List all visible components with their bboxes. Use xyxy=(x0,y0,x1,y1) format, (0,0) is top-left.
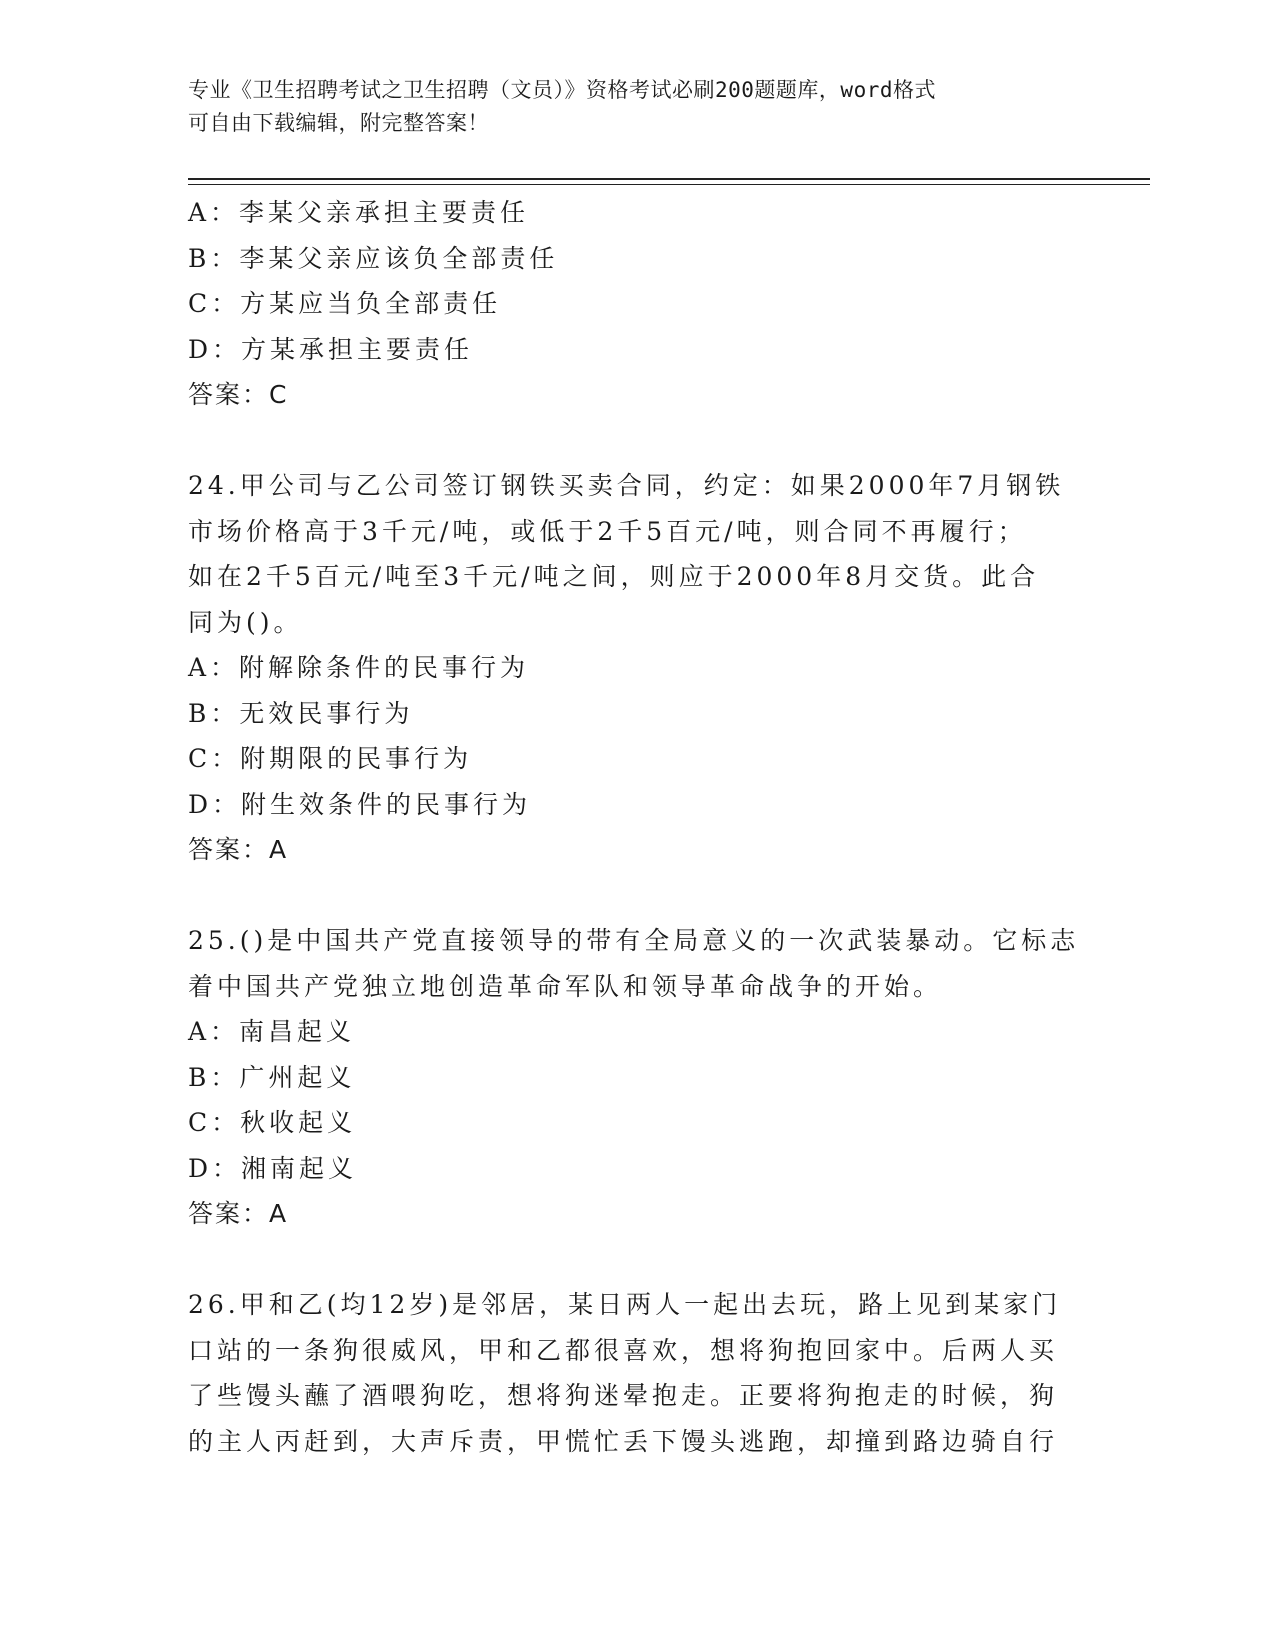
header-divider-bottom xyxy=(188,184,1150,185)
question-stem-line: 如在2千5百元/吨至3千元/吨之间，则应于2000年8月交货。此合 xyxy=(188,562,1040,591)
question-stem-line: 同为()。 xyxy=(188,607,303,637)
document-body xyxy=(188,190,1078,1464)
question-stem-line: 市场价格高于3千元/吨，或低于2千5百元/吨，则合同不再履行； xyxy=(188,516,1027,546)
option-c: C：方某应当负全部责任 xyxy=(188,289,502,318)
question-26 xyxy=(188,1282,1078,1464)
spacer xyxy=(188,1237,1078,1283)
option-b: B：无效民事行为 xyxy=(188,698,414,728)
answer-line: 答案：C xyxy=(188,380,289,409)
option-c: C：附期限的民事行为 xyxy=(188,744,473,773)
answer-line: 答案：A xyxy=(188,1199,289,1228)
document-header xyxy=(188,74,1068,140)
spacer xyxy=(188,873,1078,919)
question-stem-line: 24.甲公司与乙公司签订钢铁买卖合同，约定：如果2000年7月钢铁 xyxy=(188,471,1065,500)
header-line-2: 可自由下载编辑，附完整答案！ xyxy=(188,111,489,135)
option-a: A：南昌起义 xyxy=(188,1017,356,1046)
question-stem-line: 25.()是中国共产党直接领导的带有全局意义的一次武装暴动。它标志 xyxy=(188,926,1080,955)
option-c: C：秋收起义 xyxy=(188,1108,357,1137)
header-divider-top xyxy=(188,178,1150,180)
spacer xyxy=(188,418,1078,464)
option-a: A：附解除条件的民事行为 xyxy=(188,653,530,682)
question-stem-line: 着中国共产党独立地创造革命军队和领导革命战争的开始。 xyxy=(188,971,943,1001)
question-24 xyxy=(188,463,1078,873)
question-stem-line: 的主人丙赶到，大声斥责，甲慌忙丢下馒头逃跑，却撞到路边骑自行 xyxy=(188,1426,1059,1456)
option-b: B：李某父亲应该负全部责任 xyxy=(188,243,559,273)
question-25 xyxy=(188,918,1078,1237)
header-line-1: 专业《卫生招聘考试之卫生招聘（文员）》资格考试必刷200题题库，word格式 xyxy=(188,78,936,102)
option-d: D：方某承担主要责任 xyxy=(188,334,474,364)
question-stem-line: 26.甲和乙(均12岁)是邻居，某日两人一起出去玩，路上见到某家门 xyxy=(188,1290,1062,1319)
option-a: A：李某父亲承担主要责任 xyxy=(188,198,530,227)
question-stem-line: 了些馒头蘸了酒喂狗吃，想将狗迷晕抱走。正要将狗抱走的时候，狗 xyxy=(188,1381,1059,1410)
answer-line: 答案：A xyxy=(188,835,289,864)
question-stem-line: 口站的一条狗很威风，甲和乙都很喜欢，想将狗抱回家中。后两人买 xyxy=(188,1335,1059,1365)
question-23 xyxy=(188,190,1078,418)
option-d: D：湘南起义 xyxy=(188,1153,358,1183)
option-d: D：附生效条件的民事行为 xyxy=(188,789,532,819)
option-b: B：广州起义 xyxy=(188,1062,356,1092)
